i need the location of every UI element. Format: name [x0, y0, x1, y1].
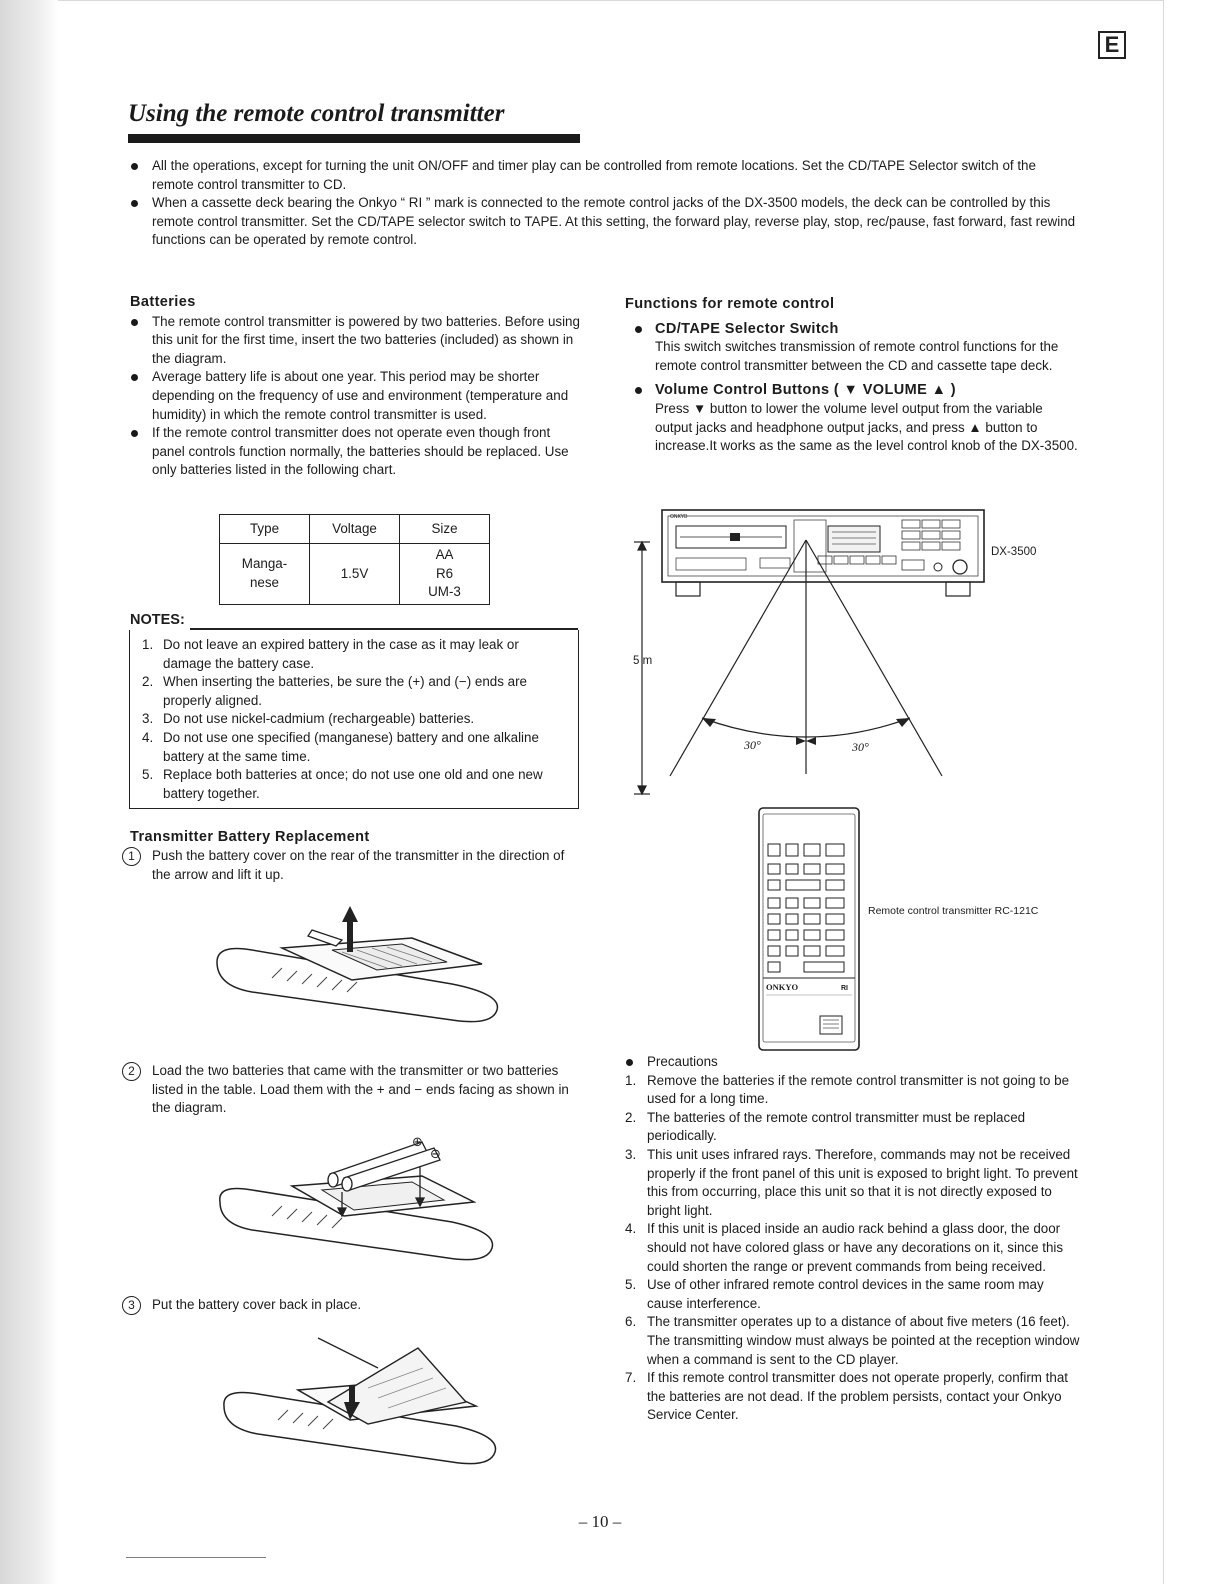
push-arrow: [308, 930, 342, 946]
note-item: 4. Do not use one specified (manganese) battery and one alkaline battery at the same time.: [142, 729, 539, 764]
replacement-heading: Transmitter Battery Replacement: [130, 829, 370, 845]
page-top-edge: [58, 0, 1164, 1]
pointer-line: [318, 1338, 378, 1368]
note-item: 3. Do not use nickel-cadmium (rechargeable) batteries.: [142, 711, 475, 727]
remote-range-diagram: [620, 504, 1100, 1056]
step-text: Put the battery cover back in place.: [152, 1297, 362, 1312]
player-label: DX-3500: [991, 546, 1037, 558]
note-item: 5. Replace both batteries at once; do not use one old and one new battery together.: [142, 767, 543, 801]
replacement-step-2: [130, 1062, 582, 1118]
step-text: Push the battery cover on the rear of the transmitter in the direction of the arrow and lift it up.: [152, 848, 565, 882]
batteries-bullet: Average battery life is about one year. This period may be shorter depending on the frequency of use and environment (temperature and humidity) in which the remote control transmitter is used.: [130, 368, 582, 424]
volume-buttons-title: Volume Control Buttons ( ▼ VOLUME ▲ ): [655, 382, 956, 399]
volume-buttons-block: [625, 381, 1080, 455]
remove-cover-illustration: [212, 892, 512, 1032]
batteries-heading: Batteries: [130, 294, 196, 310]
page-right-edge: [1163, 0, 1164, 1584]
note-item: 1. Do not leave an expired battery in the case as it may leak or damage the battery case.: [142, 637, 519, 671]
precaution-item: 6. The transmitter operates up to a distance of about five meters (16 feet). The transmitting window must always be pointed at the reception window when a command is sent to the CD player.: [625, 1314, 1080, 1367]
intro-bullet: All the operations, except for turning the unit ON/OFF and timer play can be controlled from remote locations. Set the CD/TAPE Selector switch of the remote control transmitter to CD.: [130, 157, 1080, 194]
remote-transmitter-icon: [759, 808, 859, 1050]
selector-switch-block: [625, 320, 1080, 376]
step-number-circle: 2: [122, 1062, 141, 1081]
precaution-item: 3. This unit uses infrared rays. Therefore, commands may not be received properly if the front panel of this unit is exposed to bright light. To prevent this from occurring, place this unit so that it is not directly exposed to bright light.: [625, 1146, 1078, 1218]
minus-terminal-icon: ⊖: [430, 1147, 441, 1162]
battery-size: AA: [435, 547, 454, 562]
precaution-item: 4. If this unit is placed inside an audio rack behind a glass door, the door should not have colored glass or have any decorations on it, since this could shorten the range or prevent commands from being received.: [625, 1221, 1064, 1274]
battery-table-header: Voltage: [310, 515, 400, 544]
battery-table-header: Type: [220, 515, 310, 544]
page-number: – 10 –: [578, 1512, 622, 1531]
step-number-circle: 1: [122, 847, 141, 866]
battery-table-header-row: [220, 515, 490, 544]
replacement-step-1: [130, 847, 582, 884]
distance-arrow: [633, 542, 653, 794]
batteries-section: [130, 293, 582, 480]
ri-mark-icon: RI: [841, 985, 848, 992]
step-text: Load the two batteries that came with the transmitter or two batteries listed in the table. Load them with the + and − ends facing as shown in the diagram.: [152, 1063, 569, 1116]
battery-size-cell: [400, 544, 490, 605]
battery-size: UM-3: [428, 584, 461, 600]
notes-box: [129, 630, 579, 809]
replacement-heading-block: [130, 828, 582, 847]
language-badge: E: [1098, 31, 1126, 59]
replace-cover-illustration: [218, 1328, 508, 1478]
battery-table-header: Size: [400, 515, 490, 544]
functions-section: [625, 295, 1080, 456]
battery-table-row: [220, 544, 490, 605]
battery-type-cell: Manga- nese: [220, 544, 310, 605]
page-binding-edge: [0, 0, 58, 1584]
precaution-item: 1. Remove the batteries if the remote control transmitter is not going to be used for a long time.: [625, 1072, 1070, 1107]
precaution-item: 2. The batteries of the remote control transmitter must be replaced periodically.: [625, 1109, 1026, 1144]
battery-table: [219, 514, 490, 605]
distance-label: 5 m: [633, 655, 653, 667]
plus-terminal-icon: ⊕: [412, 1135, 423, 1150]
angle-left-label: 30°: [744, 738, 761, 752]
functions-heading: Functions for remote control: [625, 296, 835, 312]
step-number-circle: 3: [122, 1296, 141, 1315]
selector-switch-text: This switch switches transmission of remote control functions for the remote control transmitter between the CD and cassette tape deck.: [655, 339, 1059, 373]
cd-player-icon: [662, 510, 984, 596]
batteries-bullet: The remote control transmitter is powered by two batteries. Before using this unit for the first time, insert the two batteries (included) as shown in the diagram.: [130, 313, 582, 369]
notes-label: NOTES:: [130, 612, 185, 628]
intro-bullet: When a cassette deck bearing the Onkyo “ RI ” mark is connected to the remote control jacks of the DX-3500 models, the deck can be controlled by this remote control transmitter. Set the CD/TAPE selector switch to TAPE. At this setting, the forward play, reverse play, stop, rec/pause, fast forward, fast rewind functions can be operated by remote control.: [130, 194, 1080, 250]
page-title: Using the remote control transmitter: [128, 100, 505, 127]
precaution-item: 5. Use of other infrared remote control devices in the same room may cause interference.: [625, 1277, 1044, 1311]
title-underline: [128, 134, 580, 143]
remote-label: Remote control transmitter RC-121C: [868, 905, 1039, 917]
precaution-item: 7. If this remote control transmitter does not operate properly, confirm that the batteries are not dead. If the problem persists, contact your Onkyo Service Center.: [625, 1370, 1069, 1423]
battery-size: R6: [435, 565, 454, 581]
precautions-section: [625, 1053, 1080, 1425]
intro-section: [130, 157, 1080, 250]
batteries-bullet: If the remote control transmitter does not operate even though front panel controls function normally, the batteries should be replaced. Use only batteries listed in the following chart.: [130, 424, 582, 480]
svg-text:ONKYO: ONKYO: [670, 514, 688, 520]
selector-switch-title: CD/TAPE Selector Switch: [655, 320, 839, 337]
replacement-step-3: [130, 1296, 582, 1315]
angle-right-label: 30°: [852, 740, 869, 754]
note-item: 2. When inserting the batteries, be sure the (+) and (−) ends are properly aligned.: [142, 674, 527, 708]
footer-link-rule: [126, 1557, 266, 1558]
precautions-heading: Precautions: [625, 1053, 1080, 1072]
svg-text:ONKYO: ONKYO: [766, 982, 799, 992]
volume-buttons-text: Press ▼ button to lower the volume level output from the variable output jacks and headphone output jacks, and press ▲ button to increase.It works as the same as the level control knob of the DX-3500.: [655, 400, 1078, 454]
battery-voltage-cell: 1.5V: [310, 544, 400, 605]
load-batteries-illustration: [212, 1132, 502, 1272]
